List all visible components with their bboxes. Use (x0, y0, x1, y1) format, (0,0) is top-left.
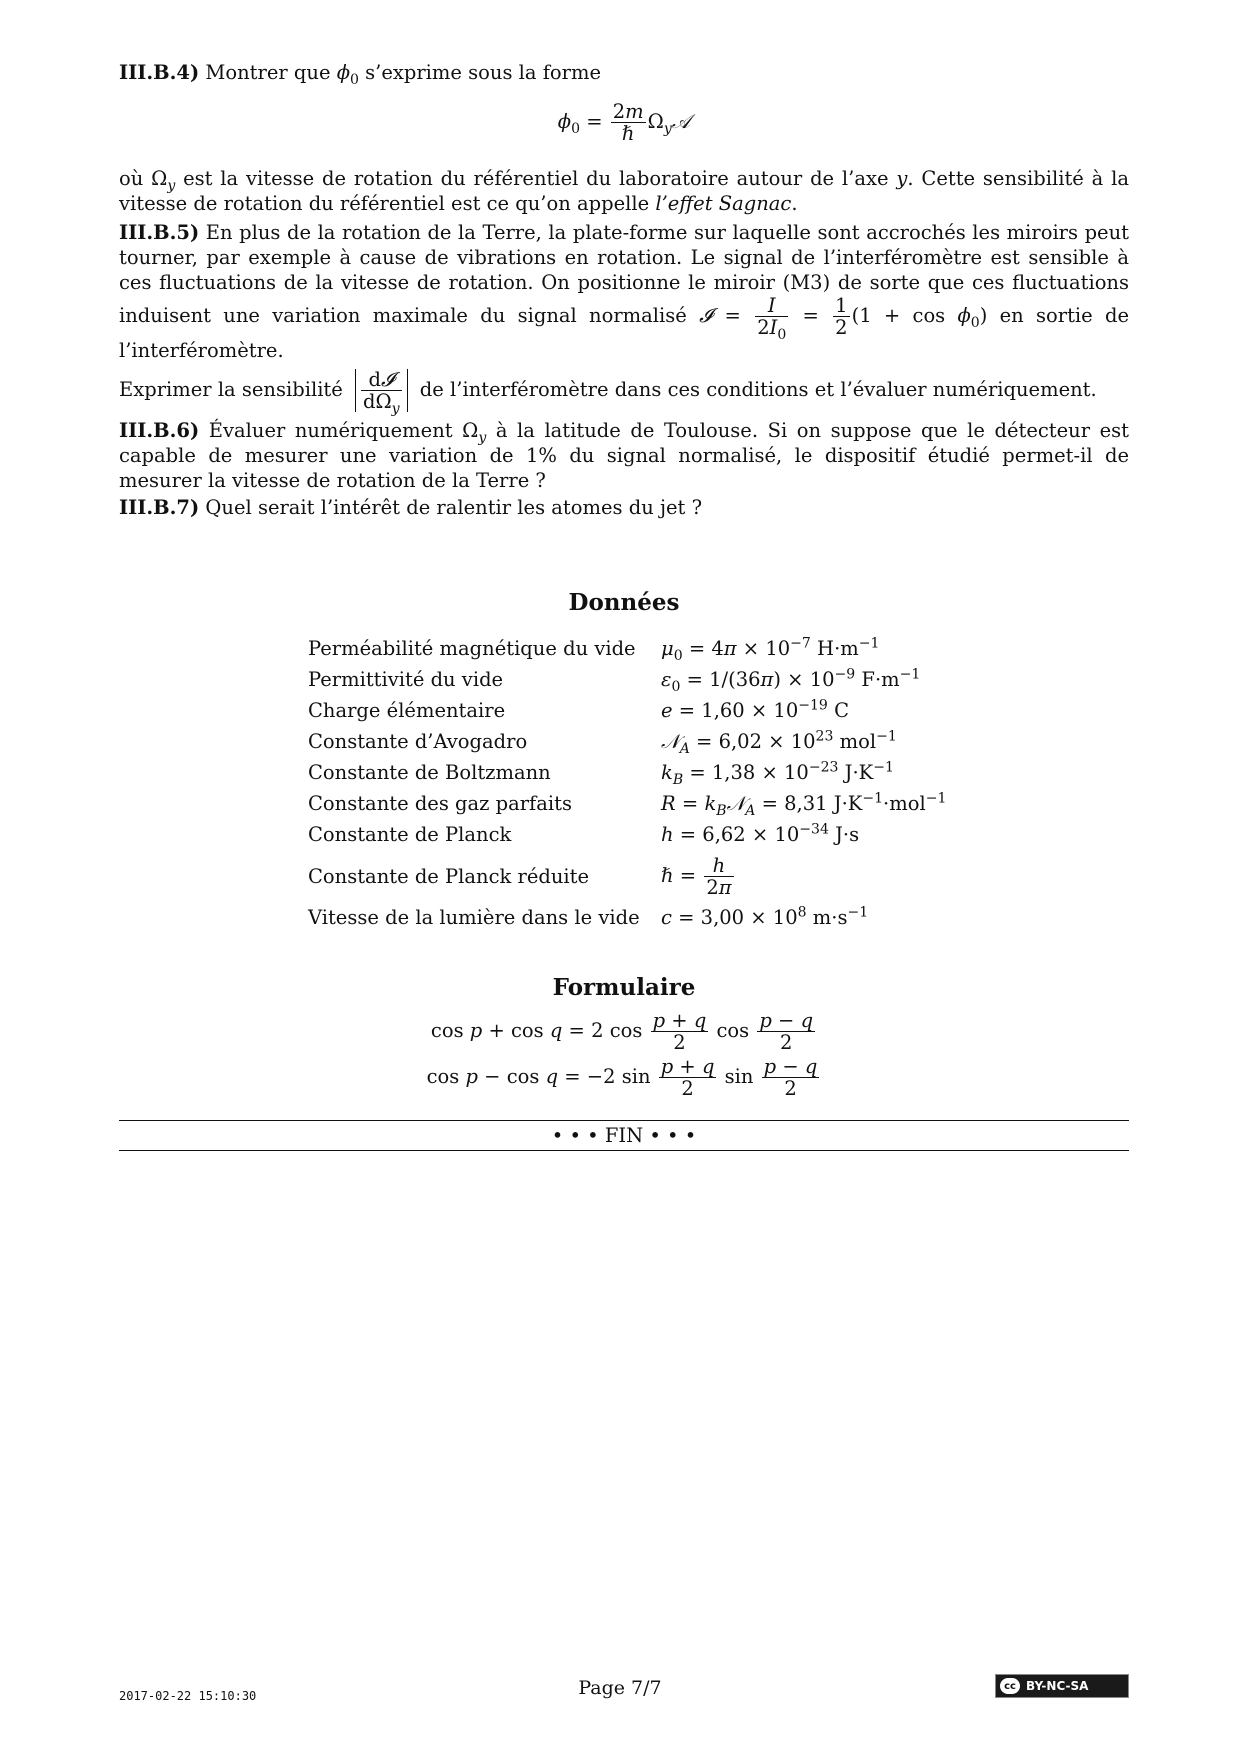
question-number: III.B.4) (119, 61, 200, 84)
table-row (308, 633, 946, 664)
question-III-B-6: III.B.6) Évaluer numériquement $\Omega_y$ à la latitude de Toulouse. Si on suppose que le détecteur est capable de mesurer une variation de 1% du signal normalisé, le dispositif étudié permet-il de mesurer la vitesse de rotation de la Terre ? (119, 419, 1129, 492)
constant-value: ℏ = $\frac{h}{2\pi}$ (661, 853, 732, 899)
constant-value: 𝒩$_A$ = $6,02 \times 10^{23}$ mol$^{-1}$ (661, 728, 897, 757)
donnees-table (308, 633, 946, 933)
constant-value: $k_B = 1,38 \times 10^{-23}$ $J\cdot K^{-1}$ (661, 759, 894, 788)
question-text: Quel serait l’intérêt de ralentir les atomes du jet ? (205, 496, 703, 519)
constant-value: $e = 1,60 \times 10^{-19}$ C (661, 697, 849, 722)
license-label: BY-NC-SA (1026, 1678, 1089, 1693)
end-marker: • • • FIN • • • (119, 1120, 1129, 1151)
constant-label: Charge élémentaire (308, 699, 506, 722)
question-number: III.B.7) (119, 496, 200, 519)
footer-timestamp: 2017-02-22 15:10:30 (119, 1689, 257, 1703)
sensibilite-line: Exprimer la sensibilité $\frac{\text{d𝓘}}{d\Omega_y}$ de l’interféromètre dans ces conditions et l’évaluer numériquement. (119, 368, 1097, 417)
constant-value: $h = 6,62 \times 10^{-34}$ J·s (661, 821, 860, 846)
page-number: Page 7/7 (578, 1677, 662, 1699)
table-row (308, 902, 946, 933)
table-row (308, 850, 946, 902)
constant-label: Constante d’Avogadro (308, 730, 528, 753)
question-III-B-7 (119, 495, 1129, 520)
question-III-B-5: III.B.5) En plus de la rotation de la Terre, la plate-forme sur laquelle sont accrochés les miroirs peut tourner, par exemple à cause de vibrations en rotation. Le signal de l’interféromètre est sensible à ces fluctuations de la vitesse de rotation. On positionne le miroir (M3) de sorte que ces fluctuations induisent une variation maximale du signal normalisé 𝓘 = $\frac{I}{2I_0}$ = $\frac{1}{2}$ $(1 + \cos \phi_0)$ en sortie de l’interféromètre. (119, 221, 1129, 362)
question-number: III.B.6) (119, 419, 200, 442)
constant-label: Vitesse de la lumière dans le vide (308, 906, 640, 929)
table-row (308, 726, 946, 757)
table-row (308, 819, 946, 850)
creative-commons-icon: cc (1000, 1678, 1020, 1694)
sagnac-paragraph: où $\Omega_y$ est la vitesse de rotation du référentiel du laboratoire autour de l’axe y. Cette sensibilité à la vitesse de rotation du référentiel est ce qu’on appelle l’effet Sagnac. (119, 167, 1129, 215)
table-row (308, 664, 946, 695)
formula-phi0: $\phi_0$ = $\frac{2m}{\text{ℏ}}$ $\Omega_y𝒜$ (557, 100, 691, 145)
constant-label: Perméabilité magnétique du vide (308, 637, 636, 660)
formulaire-title: Formulaire (552, 974, 696, 1001)
constant-value: $\varepsilon_0 = 1/(36\pi) \times 10^{-9}$ $F\cdot m^{-1}$ (661, 666, 921, 695)
constant-label: Permittivité du vide (308, 668, 504, 691)
question-number: III.B.5) (119, 221, 200, 244)
formulaire-block (119, 1008, 1129, 1100)
formula-cos-sum: cos p + cos q = 2 cos $\frac{p + q}{2}$ cos $\frac{p - q}{2}$ (430, 1009, 814, 1054)
question-III-B-4: III.B.4) Montrer que $\phi_0$ s’exprime sous la forme (119, 61, 602, 88)
formula-cos-diff: cos p − cos q = −2 sin $\frac{p + q}{2}$ sin $\frac{p - q}{2}$ (426, 1055, 818, 1100)
constant-label: Constante de Planck réduite (308, 864, 590, 888)
table-row (308, 757, 946, 788)
table-row (308, 788, 946, 819)
license-badge (995, 1674, 1129, 1698)
constant-label: Constante des gaz parfaits (308, 792, 572, 815)
constant-value: $\mu_0 = 4\pi \times 10^{-7}$ $H\cdot m^{-1}$ (661, 635, 880, 664)
page-content (119, 60, 1129, 1151)
table-row (308, 695, 946, 726)
constant-value: $R = k_B𝒩_A = 8,31$ $J\cdot K^{-1}\cdot mol^{-1}$ (661, 790, 947, 819)
constant-label: Constante de Boltzmann (308, 761, 551, 784)
constant-label: Constante de Planck (308, 823, 512, 846)
donnees-title: Données (568, 589, 680, 616)
constant-value: $c = 3,00 \times 10^8$ $m\cdot s^{-1}$ (661, 904, 869, 929)
